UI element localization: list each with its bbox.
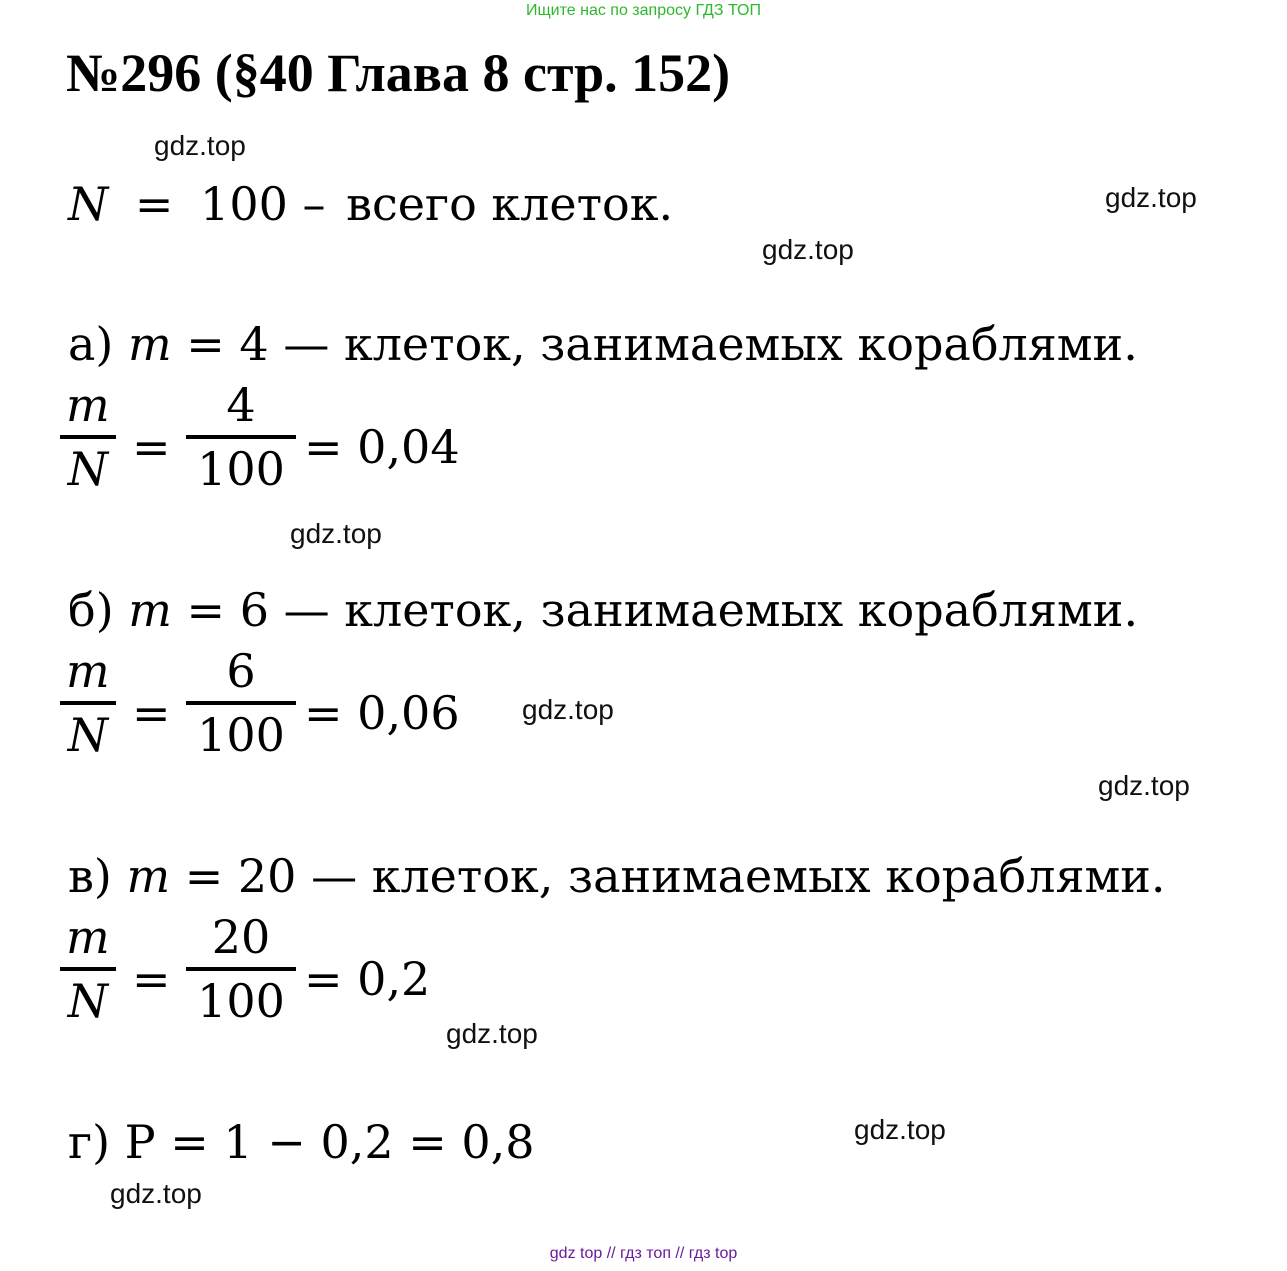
fraction-bar bbox=[186, 701, 296, 705]
part-label: г) bbox=[68, 1115, 111, 1169]
fraction-bar bbox=[60, 435, 116, 439]
part-eq: = bbox=[186, 583, 226, 637]
part-label: а) bbox=[68, 317, 114, 371]
result-value: 0,06 bbox=[357, 686, 460, 740]
value-fraction bbox=[186, 644, 296, 762]
fraction-denominator: 100 bbox=[197, 974, 285, 1028]
equals-sign: = bbox=[132, 686, 171, 740]
fraction-bar bbox=[60, 967, 116, 971]
watermark: gdz.top bbox=[154, 130, 246, 161]
fraction-bar bbox=[186, 435, 296, 439]
part-d-statement bbox=[68, 1114, 535, 1170]
value-fraction bbox=[186, 378, 296, 496]
intro-dash: – bbox=[302, 177, 326, 231]
part-value: 20 bbox=[237, 849, 297, 903]
part-eq: = bbox=[186, 317, 225, 371]
part-text: клеток, занимаемых кораблями. bbox=[343, 317, 1138, 371]
intro-text: всего клеток. bbox=[346, 177, 674, 231]
part-a-statement bbox=[68, 316, 1138, 372]
watermark: gdz.top bbox=[110, 1178, 202, 1209]
result-eq: = bbox=[304, 686, 343, 740]
fraction-denominator: 100 bbox=[197, 442, 285, 496]
equals-sign: = bbox=[132, 420, 171, 474]
fraction-denominator: N bbox=[67, 708, 108, 762]
ratio-fraction bbox=[60, 644, 116, 762]
watermark: gdz.top bbox=[762, 234, 854, 265]
fraction-denominator: 100 bbox=[197, 708, 285, 762]
result-value: 0,2 bbox=[357, 952, 431, 1006]
part-label: в) bbox=[68, 849, 112, 903]
watermark: gdz.top bbox=[290, 518, 382, 549]
part-var: m bbox=[128, 317, 172, 371]
result bbox=[304, 686, 460, 740]
fraction-bar bbox=[186, 967, 296, 971]
part-value: 6 bbox=[239, 583, 269, 637]
ratio-fraction bbox=[60, 378, 116, 496]
part-dash: — bbox=[311, 849, 358, 903]
result-value: 0,04 bbox=[357, 420, 460, 474]
top-banner[interactable]: Ищите нас по запросу ГДЗ ТОП bbox=[526, 2, 761, 19]
watermark: gdz.top bbox=[854, 1114, 946, 1145]
part-text: клеток, занимаемых кораблями. bbox=[344, 583, 1139, 637]
watermark: gdz.top bbox=[1105, 182, 1197, 213]
fraction-denominator: N bbox=[67, 442, 108, 496]
value-fraction bbox=[186, 910, 296, 1028]
fraction-numerator: 4 bbox=[226, 378, 256, 432]
intro-value: 100 bbox=[200, 177, 288, 231]
fraction-numerator: m bbox=[66, 910, 110, 964]
intro-line bbox=[68, 176, 673, 232]
fraction-numerator: 20 bbox=[211, 910, 271, 964]
equals-sign: = bbox=[132, 952, 171, 1006]
intro-eq: = bbox=[134, 177, 174, 231]
part-dash: — bbox=[283, 583, 330, 637]
fraction-denominator: N bbox=[67, 974, 108, 1028]
part-c-statement bbox=[68, 848, 1166, 904]
watermark: gdz.top bbox=[446, 1018, 538, 1049]
part-var: m bbox=[128, 583, 172, 637]
result-eq: = bbox=[304, 952, 343, 1006]
fraction-bar bbox=[60, 701, 116, 705]
final-expression: P = 1 − 0,2 = 0,8 bbox=[124, 1115, 535, 1169]
fraction-numerator: m bbox=[66, 378, 110, 432]
part-eq: = bbox=[184, 849, 224, 903]
result bbox=[304, 952, 430, 1006]
result-eq: = bbox=[304, 420, 343, 474]
footer-links[interactable]: gdz top // гдз топ // гдз top bbox=[549, 1245, 738, 1262]
watermark: gdz.top bbox=[522, 694, 614, 725]
part-b-statement bbox=[68, 582, 1138, 638]
watermark: gdz.top bbox=[1098, 770, 1190, 801]
part-dash: — bbox=[283, 317, 330, 371]
result bbox=[304, 420, 460, 474]
part-label: б) bbox=[68, 583, 114, 637]
page-title: №296 (§40 Глава 8 стр. 152) bbox=[66, 43, 731, 103]
part-value: 4 bbox=[239, 317, 269, 371]
fraction-numerator: m bbox=[66, 644, 110, 698]
part-var: m bbox=[126, 849, 171, 903]
intro-var: N bbox=[68, 177, 109, 231]
fraction-numerator: 6 bbox=[226, 644, 256, 698]
part-text: клеток, занимаемых кораблями. bbox=[371, 849, 1166, 903]
ratio-fraction bbox=[60, 910, 116, 1028]
